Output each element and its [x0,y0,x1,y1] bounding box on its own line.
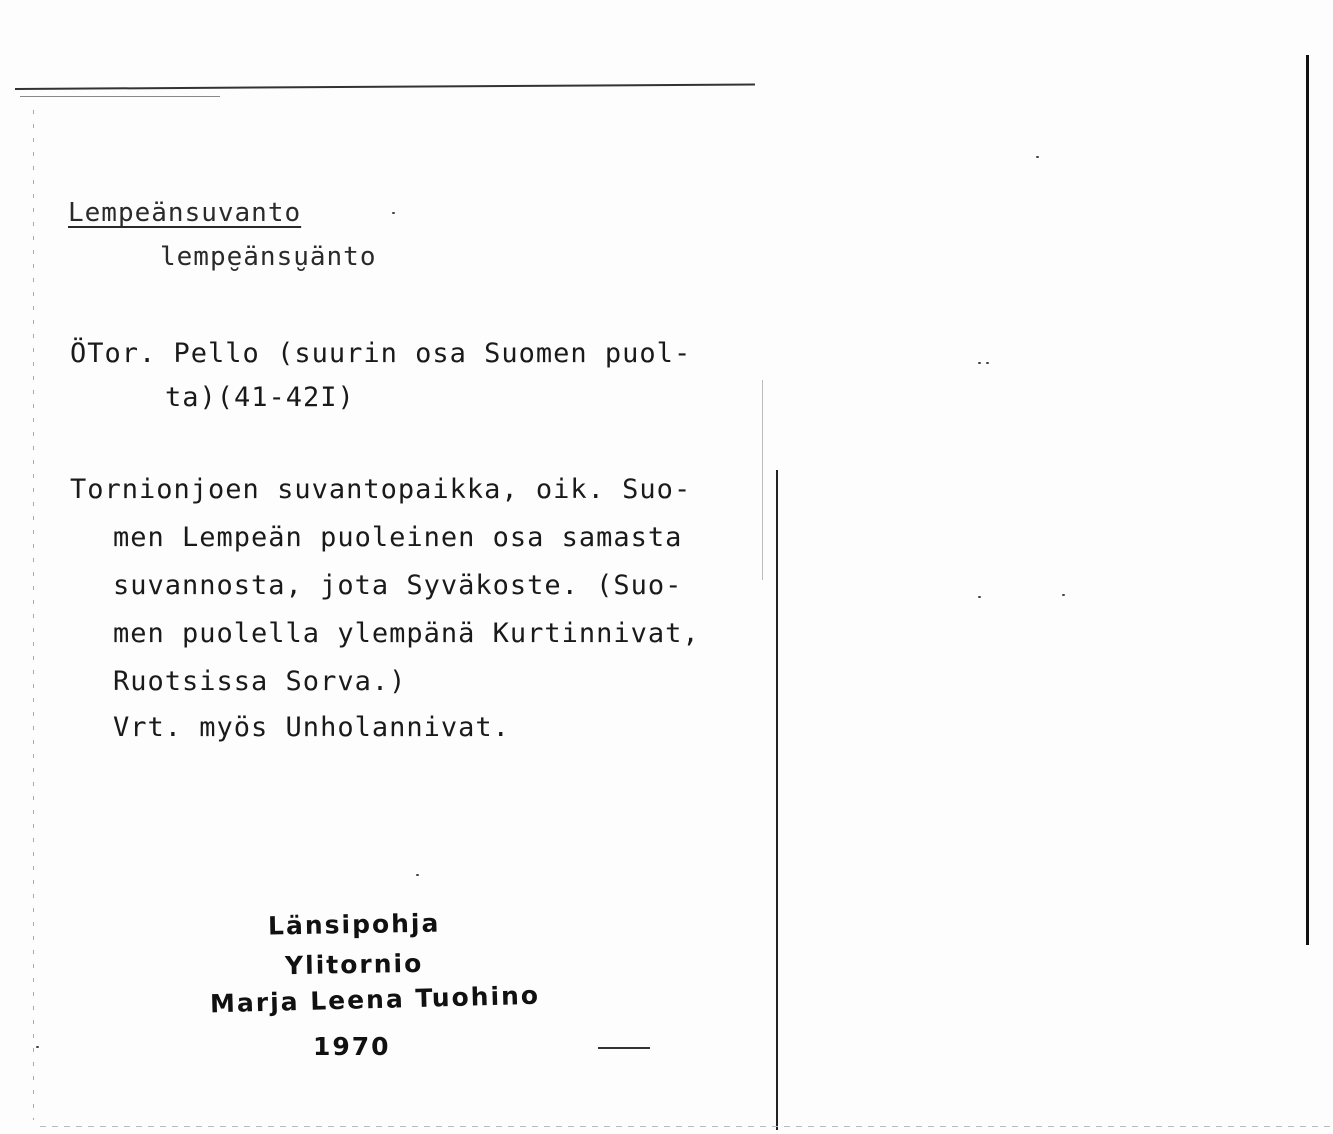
top-rule [15,83,755,90]
ink-dash [598,1047,650,1049]
description-line: Vrt. myös Unholannivat. [113,712,510,743]
scan-speck [1062,594,1065,596]
left-scan-edge [33,110,34,1120]
scan-speck [978,596,981,598]
description-line: suvannosta, jota Syväkoste. (Suo- [113,570,683,601]
description-line: Ruotsissa Sorva.) [113,666,407,697]
description-line: men puolella ylempänä Kurtinnivat, [113,618,700,649]
description-line: men Lempeän puoleinen osa samasta [113,522,683,553]
card-edge-faint [762,380,763,580]
scan-speck [1036,156,1039,158]
scan-speck [36,1046,39,1048]
top-rule-shadow [20,96,220,97]
source-region: Länsipohja [267,908,441,941]
headword: Lempeänsuvanto [68,198,302,228]
source-collector: Marja Leena Tuohino [209,980,541,1019]
scan-right-edge [1306,55,1309,945]
description-line: Tornionjoen suvantopaikka, oik. Suo- [70,474,692,505]
scan-speck [986,362,989,364]
location-line-2: ta)(41-42I) [165,382,355,413]
scan-speck [416,874,419,876]
source-parish: Ylitornio [284,948,424,981]
phonetic-transcription: lempe̮änsu̮änto [160,242,377,272]
scan-speck [978,362,981,364]
source-year: 1970 [313,1032,391,1061]
card-right-edge [776,470,778,1130]
scan-speck [392,212,395,214]
scan-bottom-edge [40,1126,1330,1127]
location-line-1: ÖTor. Pello (suurin osa Suomen puol- [70,338,692,369]
